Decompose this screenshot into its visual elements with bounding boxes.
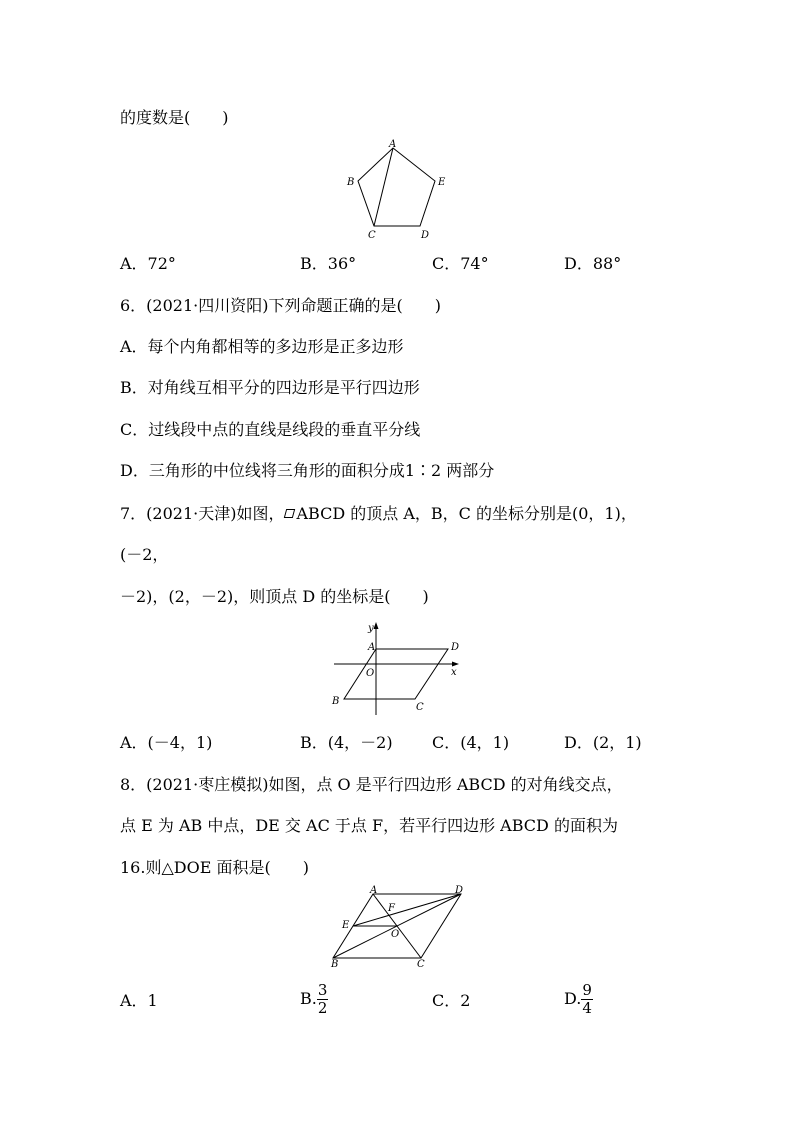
q8-label-e: E — [342, 920, 350, 931]
q8-label-c: C — [417, 959, 425, 970]
q7-stem-line1 — [120, 504, 637, 524]
q6-option-b: B．对角线互相平分的四边形是平行四边形 — [120, 378, 420, 397]
q6-option-d: D．三角形的中位线将三角形的面积分成1∶2 两部分 — [120, 461, 495, 480]
q7-coordinate-figure — [328, 620, 468, 720]
q7-option-c: C．(4，1) — [432, 733, 510, 752]
q7-label-x: x — [451, 667, 457, 678]
q5-option-b: B．36° — [300, 254, 357, 273]
q5-stem-tail: 的度数是( ) — [120, 108, 229, 127]
q7-label-d: D — [451, 642, 460, 653]
q6-option-a: A．每个内角都相等的多边形是正多边形 — [120, 337, 404, 356]
q5-pentagon-figure — [340, 138, 450, 243]
q7-label-a: A — [368, 642, 376, 653]
q5-option-d: D．88° — [564, 254, 622, 273]
q8-option-b-numerator: 3 — [317, 981, 328, 999]
q7-stem-line3: －2)，(2，－2)，则顶点 D 的坐标是( ) — [120, 587, 429, 606]
q5-label-b: B — [347, 177, 355, 188]
q7-stem-a: 7．(2021·天津)如图， — [120, 504, 285, 523]
q6-stem: 6．(2021·四川资阳)下列命题正确的是( ) — [120, 296, 441, 315]
q7-label-o: O — [366, 668, 375, 679]
q6-option-c: C．过线段中点的直线是线段的垂直平分线 — [120, 420, 421, 439]
q5-label-d: D — [421, 230, 430, 241]
q8-label-o: O — [391, 929, 400, 940]
q5-label-c: C — [368, 230, 376, 241]
q8-option-d-fraction — [581, 982, 593, 1017]
parallelogram-icon — [284, 509, 295, 518]
q8-option-b-denominator: 2 — [317, 999, 328, 1017]
q8-label-d: D — [455, 885, 464, 896]
q8-label-f: F — [388, 903, 395, 914]
q7-option-a: A．(－4，1) — [120, 733, 213, 752]
q8-option-d-prefix: D. — [564, 989, 582, 1008]
q8-label-b: B — [331, 959, 339, 970]
q8-option-c: C．2 — [432, 991, 471, 1010]
q8-option-d — [564, 982, 593, 1017]
q5-option-a: A．72° — [120, 254, 176, 273]
q5-label-a: A — [389, 139, 397, 150]
q8-option-d-denominator: 4 — [582, 999, 592, 1017]
q8-option-b — [300, 982, 328, 1017]
q8-label-a: A — [370, 885, 378, 896]
q5-label-e: E — [438, 177, 446, 188]
q7-label-y: y — [368, 623, 374, 634]
q5-option-c: C．74° — [432, 254, 489, 273]
q8-option-b-prefix: B. — [300, 989, 317, 1008]
q8-stem-line3: 16.则△DOE 面积是( ) — [120, 858, 309, 877]
q8-option-d-numerator: 9 — [582, 981, 592, 999]
q7-label-b: B — [332, 696, 340, 707]
q8-option-a: A．1 — [120, 991, 158, 1010]
q7-option-d: D．(2，1) — [564, 733, 642, 752]
q8-option-b-fraction — [317, 982, 329, 1017]
q7-option-b: B．(4，－2) — [300, 733, 393, 752]
q8-stem-line2: 点 E 为 AB 中点，DE 交 AC 于点 F，若平行四边形 ABCD 的面积为 — [120, 816, 618, 835]
q7-stem-line2: (－2， — [120, 545, 169, 564]
q8-parallelogram-figure — [328, 886, 473, 971]
q7-label-c: C — [416, 702, 424, 713]
q8-stem-line1: 8．(2021·枣庄模拟)如图，点 O 是平行四边形 ABCD 的对角线交点， — [120, 775, 623, 794]
q7-stem-b: ABCD 的顶点 A，B，C 的坐标分别是(0，1)， — [296, 504, 637, 523]
